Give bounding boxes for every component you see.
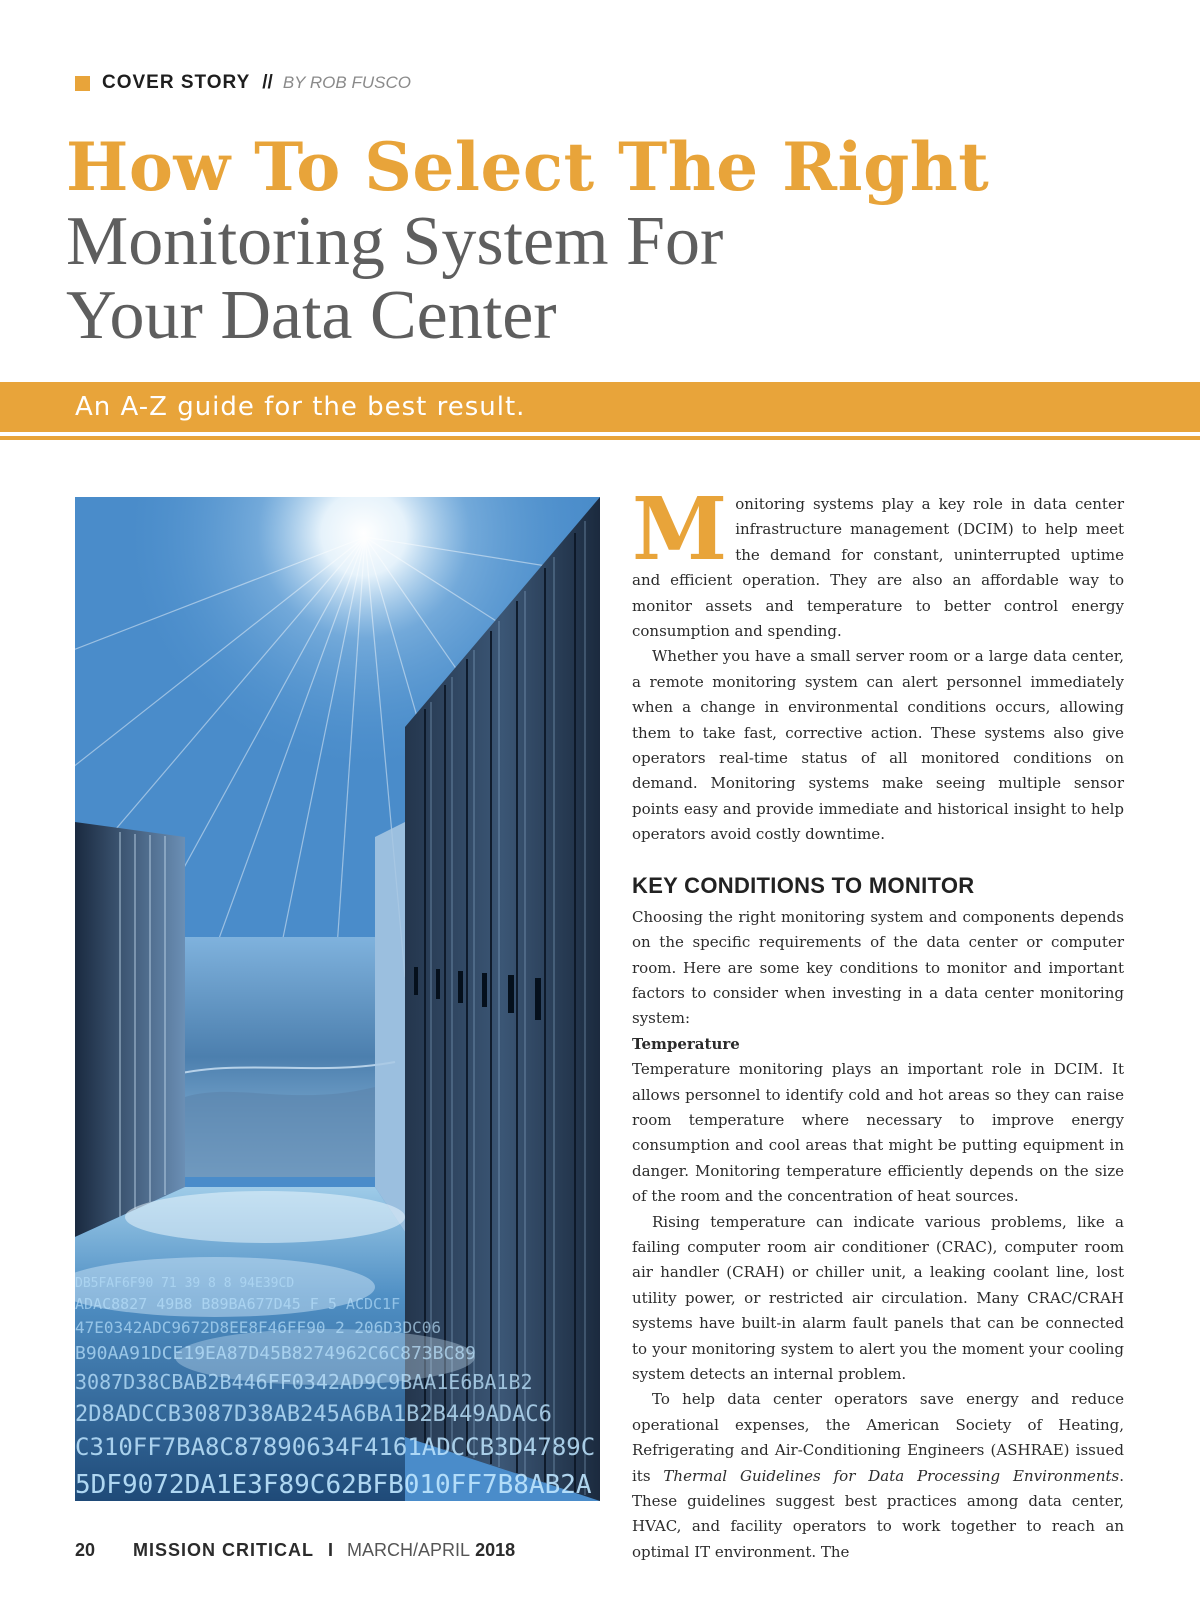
page-footer — [75, 1540, 515, 1561]
kicker-marker-icon — [75, 76, 90, 91]
data-center-illustration — [75, 497, 600, 1501]
intro-text: onitoring systems play a key role in data center infrastructure management (DCIM) to help meet the demand for constant, uninterrupted uptime and efficient operation. They are also an affordable way to monitor assets and temperature to better control energy consumption and spending. — [632, 495, 1124, 641]
code-line: 47E0342ADC9672D8EE8F46FF90 2 206D3DC06 — [75, 1318, 442, 1337]
code-line: DB5FAF6F90 71 39 8 8 94E39CD — [75, 1276, 295, 1291]
publication-title: Thermal Guidelines for Data Processing Environments — [663, 1466, 1120, 1485]
footer-separator: I — [328, 1540, 334, 1560]
issue-year: 2018 — [475, 1540, 516, 1560]
paragraph: Rising temperature can indicate various problems, like a failing computer room air conditioner (CRAC), computer room air handler (CRAH) or chiller unit, a leaking coolant line, lost utility power, or restricted air circulation. Many CRAC/CRAH systems have built-in alarm fault panels that can be connected to your monitoring system to alert you the moment your cooling system detects an internal problem. — [632, 1212, 1124, 1383]
text-run: To help data center operators save energy and reduce operational expenses, the American Society of Heating, Refrigerating and Air-Conditioning Engineers (ASHRAE) issued its — [632, 1390, 1124, 1485]
paragraph: Temperature monitoring plays an important role in DCIM. It allows personnel to identify cold and hot areas so they can raise room temperature where necessary to improve energy consumption and cool areas that might be putting equipment in danger. Monitoring temperature efficiently depends on the size of the room and the concentration of heat sources. — [632, 1060, 1124, 1206]
byline: BY ROB FUSCO — [282, 73, 411, 92]
code-line: B90AA91DCE19EA87D45B8274962C6C873BC89 — [75, 1343, 476, 1364]
issue-date: MARCH/APRIL — [347, 1540, 471, 1560]
page-number: 20 — [75, 1540, 96, 1560]
code-line: 2D8ADCCB3087D38AB245A6BA1B2B449ADAC6 — [75, 1402, 552, 1427]
hero-image — [75, 497, 600, 1501]
headline-line-1: How To Select The Right — [66, 128, 990, 206]
deck-subtitle: An A-Z guide for the best result. — [75, 392, 526, 422]
headline-line-3: Your Data Center — [66, 277, 557, 354]
article-body — [632, 479, 1125, 1565]
magazine-name: MISSION CRITICAL — [133, 1540, 315, 1560]
code-line: 5DF9072DA1E3F89C62BFB010FF7B8AB2A — [75, 1470, 592, 1500]
kicker-separator: // — [262, 72, 273, 93]
code-line: ADAC8827 49B8 B89BA677D45 F 5 ACDC1F — [75, 1295, 401, 1313]
paragraph — [632, 1387, 1124, 1565]
deck-band — [0, 382, 1200, 432]
code-line: C310FF7BA8C87890634F4161ADCCB3D4789C — [75, 1433, 596, 1461]
paragraph: Choosing the right monitoring system and components depends on the specific requirements of the data center or computer room. Here are some key conditions to monitor and important factors to consider when investing in a data center monitoring system: — [632, 907, 1124, 1028]
code-line: 3087D38CBAB2B446FF0342AD9C9BAA1E6BA1B2 — [75, 1370, 533, 1394]
subheading: Temperature — [632, 1034, 740, 1053]
section-label: COVER STORY — [102, 72, 251, 93]
deck-rule — [0, 436, 1200, 440]
section-kicker — [75, 72, 411, 94]
paragraph: Whether you have a small server room or a large data center, a remote monitoring system can alert personnel immediately when a change in environmental conditions occurs, allowing them to take fast, corrective action. These systems also give operators real-time status of all monitored conditions on demand. Monitoring systems make seeing multiple sensor points easy and provide immediate and historical insight to help operators avoid costly downtime. — [632, 647, 1124, 844]
drop-cap: M — [632, 479, 728, 580]
paragraph-intro — [632, 479, 1124, 644]
headline-line-2: Monitoring System For — [66, 203, 724, 280]
text-run: . These guidelines suggest best practices among data center, HVAC, and facility operators to work together to reach an optimal IT environment. The — [632, 1466, 1125, 1561]
section-heading: KEY CONDITIONS TO MONITOR — [632, 872, 975, 898]
